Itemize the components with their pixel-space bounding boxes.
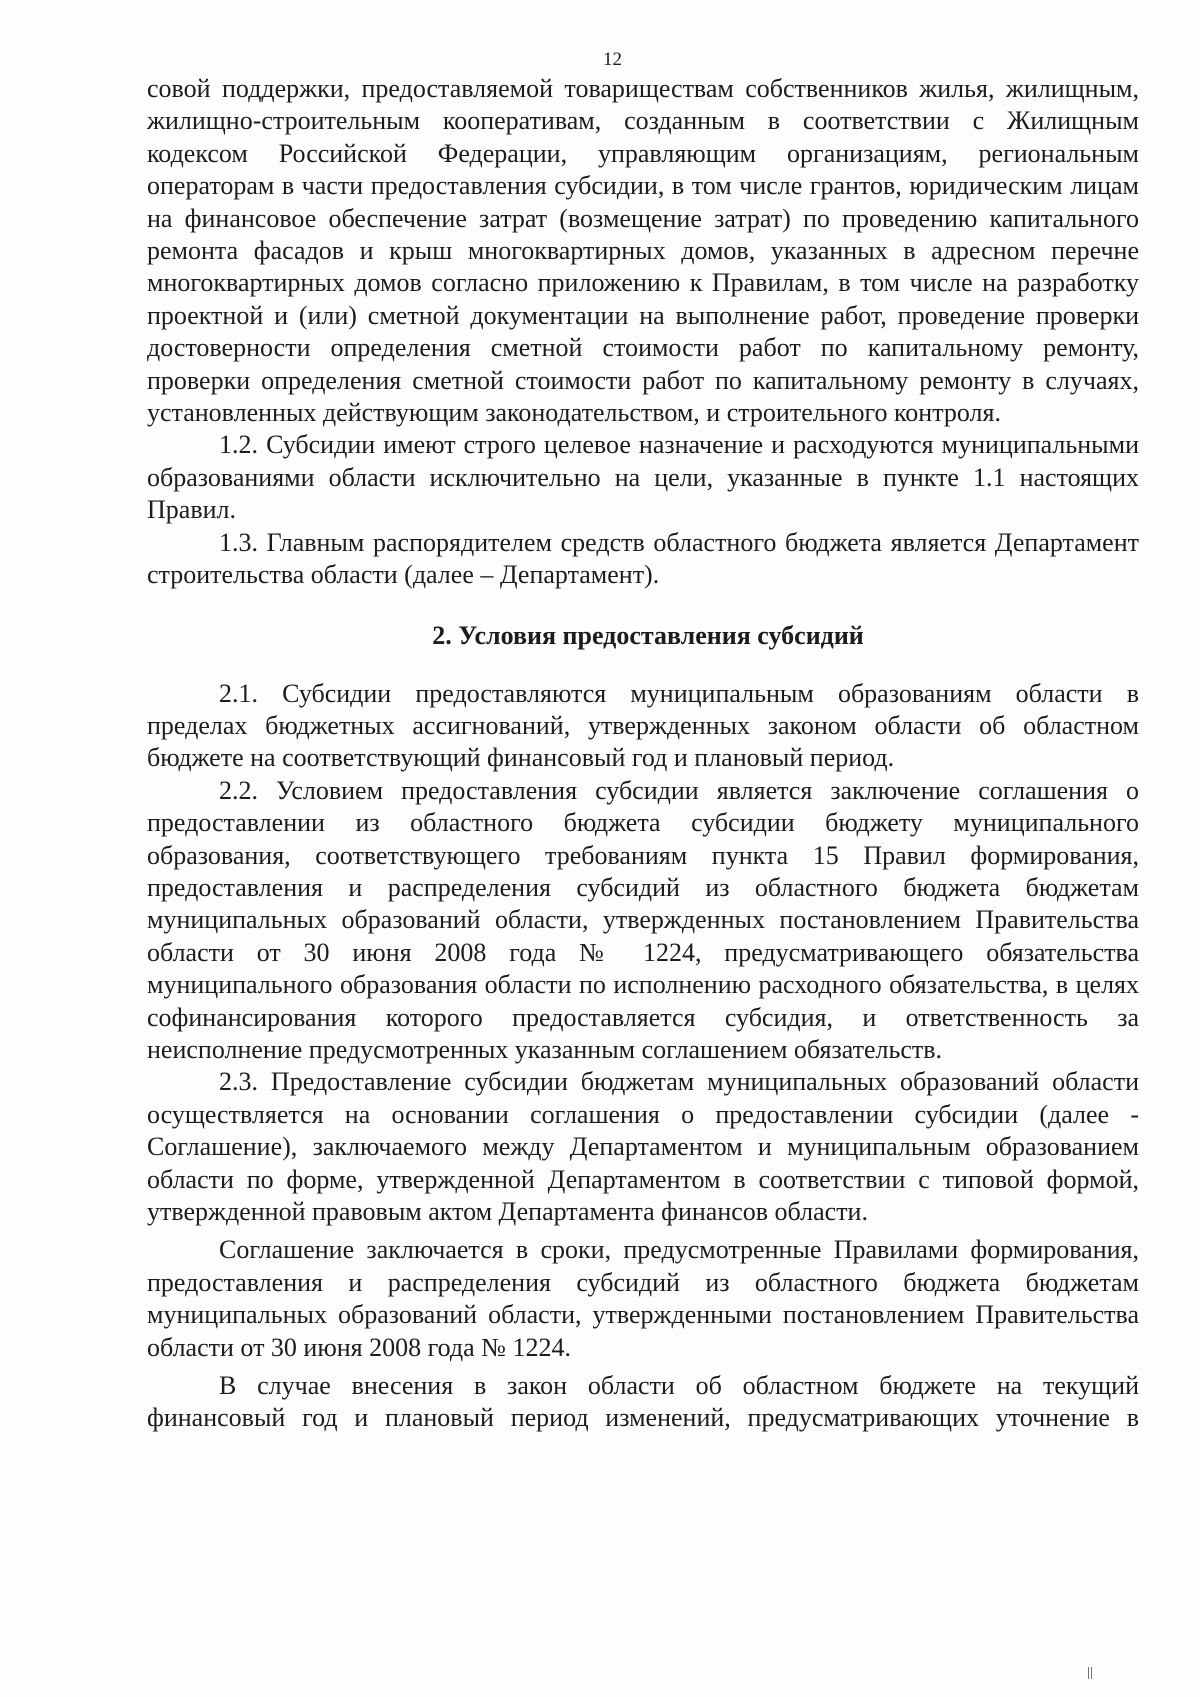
section-heading: 2. Условия предоставления субсидий	[432, 620, 864, 650]
paragraph-2-1: 2.1. Субсидии предоставляются муниципальным образованиям области в пределах бюджетных ассигнований, утвержденных законом области об областном бюджете на соответствующий финансовый год и плановый период.	[147, 678, 1139, 773]
paragraph-1-3: 1.3. Главным распорядителем средств областного бюджета является Департамент строительства области (далее – Департамент).	[147, 527, 1139, 590]
paragraph-agreement-terms: Соглашение заключается в сроки, предусмотренные Правилами формирования, предоставления и распределения субсидий из областного бюджета бюджетам муниципальных образований области, утвержденными постановлением Правительства области от 30 июня 2008 года № 1224.	[147, 1235, 1139, 1362]
paragraph-1-2: 1.2. Субсидии имеют строго целевое назначение и расходуются муниципальными образованиями области исключительно на цели, указанные в пункте 1.1 настоящих Правил.	[147, 430, 1139, 525]
paragraph-budget-changes: В случае внесения в закон области об областном бюджете на текущий финансовый год и плановый период изменений, предусматривающих уточнение в	[147, 1371, 1139, 1433]
page-number: 12	[603, 49, 622, 70]
paragraph-continuation: совой поддержки, предоставляемой товариществам собственников жилья, жилищным, жилищно-строительным кооперативам, созданным в соответствии с Жилищным кодексом Российской Федерации, управляющим организациям, региональным операторам в части предоставления субсидии, в том числе грантов, юридическим лицам на финансовое обеспечение затрат (возмещение затрат) по проведению капитального ремонта фасадов и крыш многоквартирных домов, указанных в адресном перечне многоквартирных домов согласно приложению к Правилам, в том числе на разработку проектной и (или) сметной документации на выполнение работ, проведение проверки достоверности определения сметной стоимости работ по капитальному ремонту, проверки определения сметной стоимости работ по капитальному ремонту в случаях, установленных действующим законодательством, и строительного контроля.	[147, 74, 1139, 428]
scan-artifact-mark	[1088, 1667, 1092, 1679]
paragraph-2-3: 2.3. Предоставление субсидии бюджетам муниципальных образований области осуществляется на основании соглашения о предоставлении субсидии (далее - Соглашение), заключаемого между Департаментом и муниципальным образованием области по форме, утвержденной Департаментом в соответствии с типовой формой, утвержденной правовым актом Департамента финансов области.	[147, 1067, 1139, 1226]
paragraph-2-2: 2.2. Условием предоставления субсидии является заключение соглашения о предоставлении из областного бюджета субсидии бюджету муниципального образования, соответствующего требованиям пункта 15 Правил формирования, предоставления и распределения субсидий из областного бюджета бюджетам муниципальных образований области, утвержденных постановлением Правительства области от 30 июня 2008 года № 1224, предусматривающего обязательства муниципального образования области по исполнению расходного обязательства, в целях софинансирования которого предоставляется субсидия, и ответственность за неисполнение предусмотренных указанным соглашением обязательств.	[147, 775, 1139, 1064]
document-body	[147, 73, 1139, 1435]
